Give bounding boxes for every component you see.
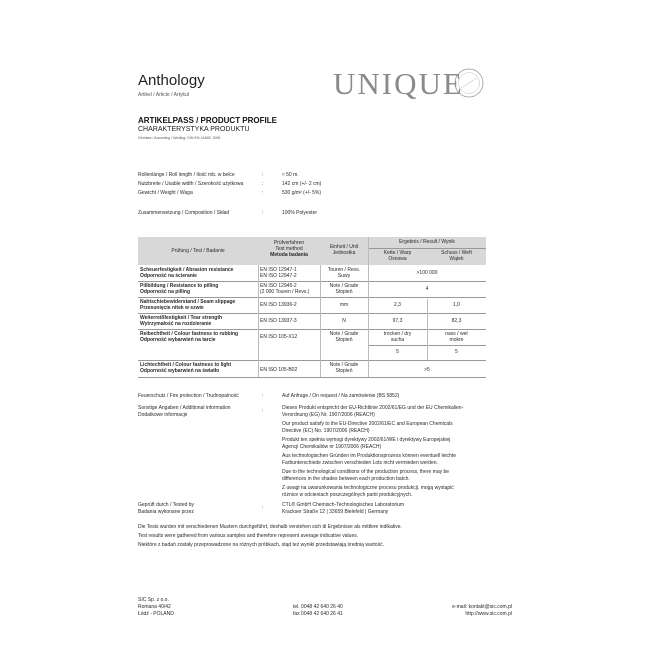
row-method-2: (2 000 Touren / Revs.) bbox=[260, 289, 310, 295]
header-method-en: Test method bbox=[275, 246, 303, 252]
row-divider bbox=[138, 313, 486, 314]
product-name: Anthology bbox=[138, 72, 205, 89]
note-line: Die Tests wurden mit verschiedenen Mustern durchgeführt, deshalb verstehen sich di Ergebnisse als mittlere indikative. bbox=[138, 524, 402, 530]
row-unit-2: Stopień bbox=[335, 289, 353, 295]
company-tel: tel. 0048 42 640 26 40 bbox=[293, 604, 343, 610]
info-line: Directive (EC) No. 1907/2006 (REACH) bbox=[282, 428, 370, 434]
header-divider bbox=[368, 248, 486, 249]
header-test: Prüfung / Test / Badanie bbox=[171, 248, 225, 254]
row-divider bbox=[138, 297, 486, 298]
row-divider bbox=[138, 360, 486, 361]
row-test-pl: Odporność wybarwień na światło bbox=[140, 368, 220, 374]
other-label: Sonstige Angaben / Additional information bbox=[138, 405, 231, 411]
header-unit bbox=[320, 244, 368, 256]
row-unit-2: Suwy bbox=[337, 273, 351, 279]
spec-colon: : bbox=[262, 172, 264, 178]
company-city: Łódź - POLAND bbox=[138, 611, 174, 617]
header-weft-en: Schuss / Weft bbox=[441, 250, 472, 256]
row-divider bbox=[138, 329, 486, 330]
row-weft-label-en: nass / wet bbox=[445, 331, 468, 337]
row-test-en: Nahtschiebewiderstand / Seam slippage bbox=[140, 299, 236, 305]
spec-colon: : bbox=[262, 190, 264, 196]
row-warp: 2,3 bbox=[394, 302, 401, 308]
info-line: Aus technologischen Gründen im Produktionsprozess können eventuell leichte bbox=[282, 453, 456, 459]
table-row bbox=[140, 315, 258, 327]
row-result: 4 bbox=[425, 286, 429, 292]
row-unit: N bbox=[342, 318, 346, 324]
row-unit-2: Stopień bbox=[335, 368, 353, 374]
header-unit-de: Einheit / Unit bbox=[329, 244, 359, 250]
tested-value: CTL® GmbH Chemisch-Technologisches Laboratorium bbox=[282, 502, 405, 508]
table-row bbox=[140, 267, 258, 279]
row-weft: 5 bbox=[455, 349, 458, 355]
note-line: Test results were gathered from various samples and therefore represent average indicative values. bbox=[138, 533, 359, 539]
row-unit: mm bbox=[339, 302, 349, 308]
header-warp-en: Kette / Warp bbox=[383, 250, 412, 256]
column-divider bbox=[368, 237, 369, 377]
row-warp-label bbox=[368, 331, 427, 343]
spec-value: 142 cm (+/- 2 cm) bbox=[282, 181, 322, 187]
row-unit-1: Note / Grade bbox=[329, 362, 359, 368]
collection-seal-icon bbox=[452, 66, 486, 100]
row-warp-label-en: trocken / dry bbox=[383, 331, 412, 337]
info-line: Verordnung (EG) Nr. 1907/2006 (REACH) bbox=[282, 412, 375, 418]
results-table bbox=[138, 237, 486, 378]
row-unit bbox=[320, 362, 368, 374]
info-line: różnice w odcieniach poszczególnych partii produkcyjnych. bbox=[282, 492, 413, 498]
spec-value: 100% Polyester bbox=[282, 210, 318, 216]
row-unit-1: Note / Grade bbox=[329, 331, 359, 337]
header-method bbox=[258, 240, 320, 258]
row-unit bbox=[320, 331, 368, 343]
product-name-subtitle: Artikel / Article / Artykuł bbox=[138, 92, 189, 98]
column-divider bbox=[320, 265, 321, 377]
row-unit-2: Stopień bbox=[335, 337, 353, 343]
row-warp: 5 bbox=[396, 349, 399, 355]
row-test-pl: Odporność na ścieranie bbox=[140, 273, 197, 279]
standard-reference: Gemäss / According / Według: DIN EN 14465: 2006 bbox=[138, 136, 221, 140]
spec-colon: : bbox=[262, 181, 264, 187]
spec-label: Rollenlänge / Roll length / Ilość mb. w belce bbox=[138, 172, 235, 178]
row-test-en: Weiterreißfestigkeit / Tear strength bbox=[140, 315, 223, 321]
row-divider bbox=[138, 281, 486, 282]
row-result: >5 bbox=[424, 367, 430, 373]
spec-label: Gewicht / Weight / Waga bbox=[138, 190, 193, 196]
table-row bbox=[140, 362, 258, 374]
row-unit-1: Note / Grade bbox=[329, 283, 359, 289]
info-line: Z uwagi na uwarunkowania technologiczne procesu produkcji, mogą wystąpić bbox=[282, 485, 454, 491]
fire-label: Feuerschutz / Fire protection / Trudnopalność bbox=[138, 393, 239, 399]
spec-value: 530 g/m² (+/- 5%) bbox=[282, 190, 322, 196]
row-method-2: EN ISO 12947-2 bbox=[260, 273, 297, 279]
row-test-pl: Odporność na pilling bbox=[140, 289, 190, 295]
info-line: Due to the technological conditions of the production process, there may be bbox=[282, 469, 450, 475]
company-street: Romana 40/42 bbox=[138, 604, 171, 610]
row-method: EN ISO 105-X12 bbox=[260, 334, 298, 340]
profile-title: ARTIKELPASS / PRODUCT PROFILE bbox=[138, 116, 277, 125]
row-result: >100 000 bbox=[416, 270, 438, 276]
header-result: Ergebnis / Result / Wynik bbox=[399, 239, 455, 245]
row-test-pl: Przesunięcie nitek w szwie bbox=[140, 305, 204, 311]
row-test-en: Reibechtheit / Colour fastness to rubbing bbox=[140, 331, 239, 337]
info-line: Produkt ten spełnia wymogi dyrektywy 2002/61/WE i dyrektywy Europejskiej bbox=[282, 437, 451, 443]
row-method: EN ISO 13936-2 bbox=[260, 302, 297, 308]
spec-colon: : bbox=[262, 210, 264, 216]
row-unit bbox=[320, 267, 368, 279]
header-warp-pl: Osnowa bbox=[388, 256, 407, 262]
header-weft bbox=[427, 250, 486, 262]
column-divider bbox=[427, 299, 428, 360]
row-weft: 1,0 bbox=[453, 302, 460, 308]
row-warp: 97,3 bbox=[392, 318, 403, 324]
row-unit bbox=[320, 283, 368, 295]
header-weft-pl: Wątek bbox=[449, 256, 464, 262]
row-method: EN ISO 13937-3 bbox=[260, 318, 297, 324]
info-line: Farbunterschiede zwischen verschieden Lots nicht vermieden werden. bbox=[282, 460, 438, 466]
info-line: Dieses Produkt entspricht der EU-Richtlinie 2002/61/EG und der EU Chemikalien- bbox=[282, 405, 464, 411]
table-row bbox=[140, 331, 258, 343]
profile-title-pl: CHARAKTERYSTYKA PRODUKTU bbox=[138, 126, 250, 133]
row-unit-1: Touren / Revs. bbox=[327, 267, 361, 273]
company-email: e-mail: kontakt@sic.com.pl bbox=[452, 604, 512, 610]
row-test-en: Pillbildung / Resistance to pilling bbox=[140, 283, 219, 289]
tested-value-address: Krackser Straße 12 | 33659 Bielefeld | Germany bbox=[282, 509, 389, 515]
tested-colon: : bbox=[262, 505, 264, 511]
row-weft-label-pl: mokre bbox=[449, 337, 464, 343]
other-colon: : bbox=[262, 408, 264, 414]
table-row bbox=[140, 299, 258, 311]
row-weft-label bbox=[427, 331, 486, 343]
company-website: http://www.sic.com.pl bbox=[465, 611, 512, 617]
row-method-1: EN ISO 12947-1 bbox=[260, 267, 297, 273]
column-divider bbox=[258, 265, 259, 377]
company-name: SIC Sp. z o.o. bbox=[138, 597, 169, 603]
header-method-de: Prüfverfahren bbox=[273, 240, 305, 246]
row-method bbox=[260, 283, 320, 295]
row-warp-label-pl: sucha bbox=[390, 337, 405, 343]
table-row bbox=[140, 283, 258, 295]
spec-value: ≈ 50 m. bbox=[282, 172, 299, 178]
info-line: Agencji Chemikaliów nr 1907/2006 (REACH) bbox=[282, 444, 382, 450]
row-method-1: EN ISO 12945-2 bbox=[260, 283, 297, 289]
header-method-pl: Metoda badania bbox=[270, 252, 308, 258]
fire-value: Auf Anfrage / On request / Na zamówienie (BS 5852) bbox=[282, 393, 400, 399]
note-line: Niektóre z badań zostały przeprowadzone na różnych próbkach, stąd też wyniki przedstawiają średnią wartość. bbox=[138, 542, 384, 548]
tested-label: Geprüft durch / Tested by bbox=[138, 502, 195, 508]
info-line: Our product satisfy to the EU-Directive 2002/61/EC and European Chemicals bbox=[282, 421, 453, 427]
row-weft: 82,3 bbox=[451, 318, 462, 324]
brand-logo: UNIQUE bbox=[333, 66, 464, 101]
header-warp bbox=[368, 250, 427, 262]
row-test-pl: Wytrzymałość na rozdzieranie bbox=[140, 321, 212, 327]
row-divider bbox=[138, 377, 486, 378]
info-line: differences in the shades between each production batch. bbox=[282, 476, 410, 482]
row-test-en: Lichtechtheit / Colour fastness to light bbox=[140, 362, 232, 368]
row-test-en: Scheuerfestigkeit / Abrasion resistance bbox=[140, 267, 234, 273]
row-method bbox=[260, 267, 320, 279]
spec-label: Nutzbreite / Usable width / Szerokość użytkowa bbox=[138, 181, 244, 187]
header-unit-pl: Jednostka bbox=[332, 250, 356, 256]
other-label-pl: Dodatkowe informacje bbox=[138, 412, 188, 418]
company-fax: fax 0048 42 640 26 41 bbox=[293, 611, 343, 617]
fire-colon: : bbox=[262, 393, 264, 399]
row-test-pl: Odporność wybarwień na tarcie bbox=[140, 337, 216, 343]
spec-label: Zusammensetzung / Composition / Skład bbox=[138, 210, 230, 216]
tested-label-pl: Badania wykonane przez bbox=[138, 509, 194, 515]
row-method: EN ISO 105-B02 bbox=[260, 367, 298, 373]
